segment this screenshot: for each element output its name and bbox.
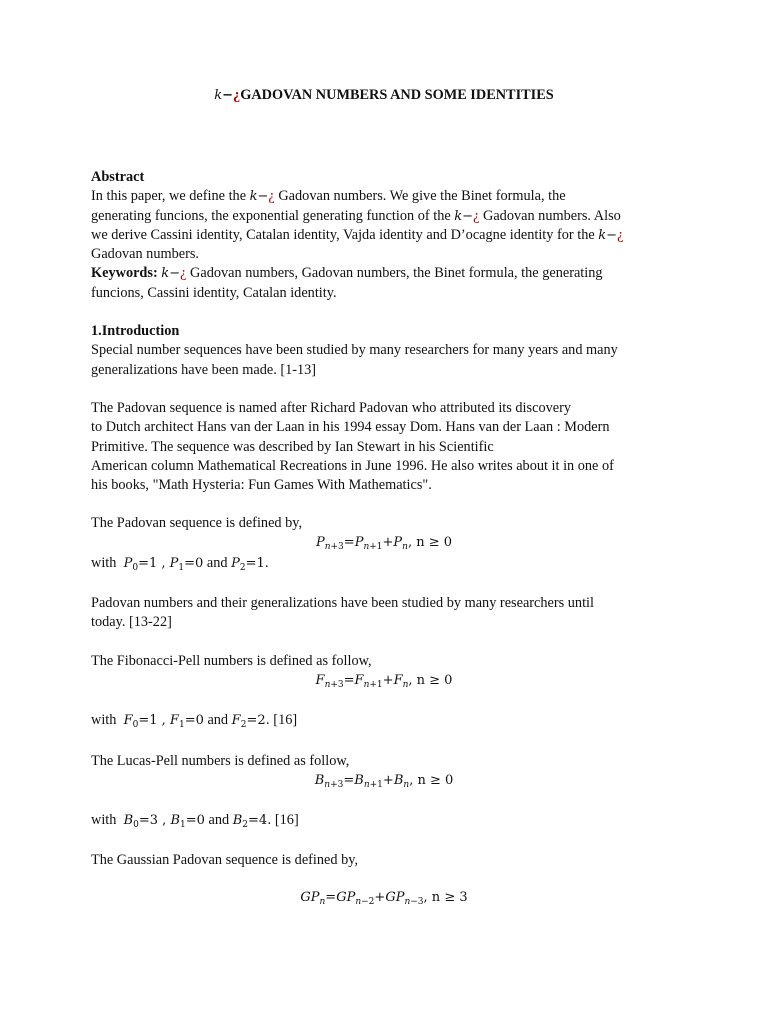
gaussian-padovan-equation: $GP_n=GP_{n-2}+GP_{n-3}$, n ≥ 3 — [300, 890, 468, 907]
intro-p2-line-3: Primitive. The sequence was described by Ian Stewart in his Scientific — [91, 438, 494, 455]
intro-p2-line-5: his books, "Math Hysteria: Fun Games With Mathematics". — [91, 477, 432, 494]
intro-p2-line-2: to Dutch architect Hans van der Laan in his 1994 essay Dom. Hans van der Laan : Modern — [91, 419, 610, 436]
fibonacci-pell-initial-conditions: with $F_0=1$ , $F_1=0$ and $F_2=2$. [16] — [91, 712, 298, 730]
intro-p1-line-2: generalizations have been made. [1-13] — [91, 361, 317, 378]
padovan-history-paragraph — [91, 399, 681, 495]
abstract-section — [91, 168, 681, 303]
title-math-k: k — [214, 88, 223, 103]
padovan-initial-conditions: with $P_0=1$ , $P_1=0$ and $P_2=1$. — [91, 555, 269, 573]
paper-title — [0, 86, 768, 105]
abstract-line-2: generating funcions, the exponential generating function of the k−¿ Gadovan numbers. Also — [91, 207, 621, 224]
padovan-definition-text: The Padovan sequence is defined by, — [91, 515, 303, 531]
intro-p2-line-1: The Padovan sequence is named after Richard Padovan who attributed its discovery — [91, 400, 571, 416]
keywords-line-2: funcions, Cassini identity, Catalan identity. — [91, 284, 337, 301]
fibonacci-pell-equation: $F_{n+3}=F_{n+1}+F_n$, n ≥ 0 — [315, 673, 453, 690]
lucas-pell-equation: $B_{n+3}=B_{n+1}+B_n$, n ≥ 0 — [314, 773, 454, 790]
intro-p2-line-4: American column Mathematical Recreations in June 1996. He also writes about it in one of — [91, 457, 614, 474]
abstract-line-3: we derive Cassini identity, Catalan identity, Vajda identity and D’ocagne identity for the k−¿ — [91, 226, 624, 243]
fibonacci-pell-text: The Fibonacci-Pell numbers is defined as follow, — [91, 653, 372, 669]
lucas-pell-text: The Lucas-Pell numbers is defined as follow, — [91, 753, 350, 769]
introduction-section — [91, 322, 681, 380]
title-math-minus: − — [222, 88, 234, 103]
title-text: GADOVAN NUMBERS AND SOME IDENTITIES — [240, 87, 554, 103]
padovan-recurrence-equation: $P_{n+3}=P_{n+1}+P_n$, n ≥ 0 — [315, 535, 453, 552]
abstract-line-1: In this paper, we define the k−¿ Gadovan numbers. We give the Binet formula, the — [91, 188, 566, 205]
intro-heading: 1.Introduction — [91, 323, 180, 339]
gaussian-padovan-text: The Gaussian Padovan sequence is defined by, — [91, 852, 359, 868]
abstract-heading: Abstract — [91, 169, 145, 185]
keywords-line-1: Keywords: k−¿ Gadovan numbers, Gadovan numbers, the Binet formula, the generating — [91, 265, 603, 282]
intro-p1-line-1: Special number sequences have been studied by many researchers for many years and many — [91, 342, 618, 359]
title-math-placeholder: ¿ — [233, 87, 241, 103]
abstract-line-4: Gadovan numbers. — [91, 246, 199, 263]
padovan-generalizations-paragraph: Padovan numbers and their generalizations have been studied by many researchers until today. [13-22] — [91, 595, 595, 631]
lucas-pell-initial-conditions: with $B_0=3$ , $B_1=0$ and $B_2=4$. [16] — [91, 812, 299, 830]
